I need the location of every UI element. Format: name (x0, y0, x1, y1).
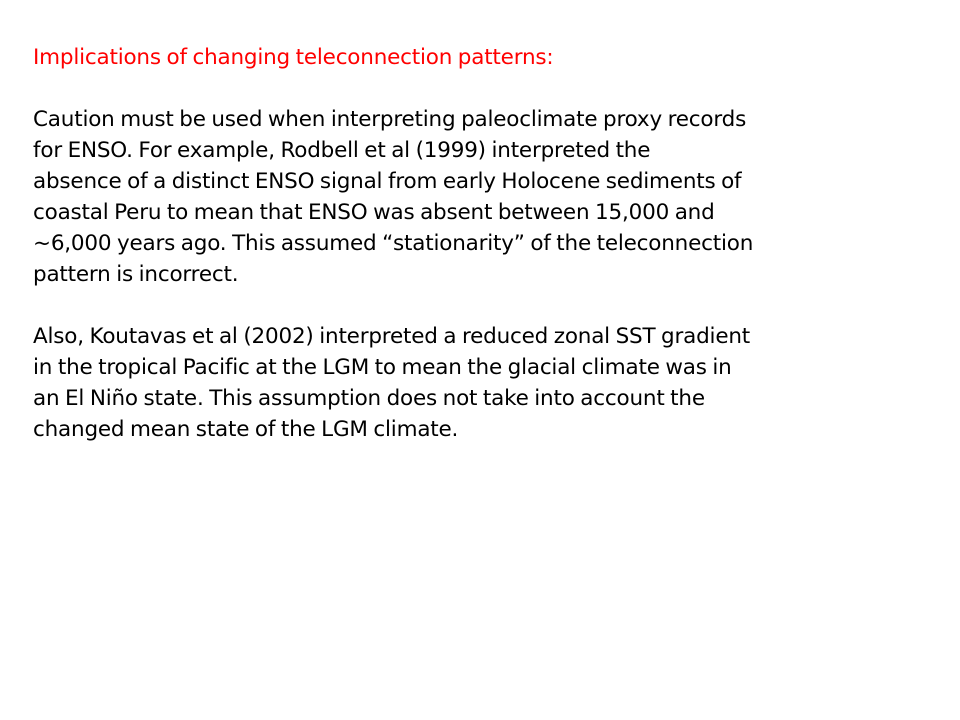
text-line: Also, Koutavas et al (2002) interpreted a reduced zonal SST gradient (33, 324, 751, 349)
text-line: pattern is incorrect. (33, 262, 239, 287)
text-line: for ENSO. For example, Rodbell et al (1999) interpreted the (33, 138, 651, 163)
text-line: coastal Peru to mean that ENSO was absent between 15,000 and (33, 200, 715, 225)
slide-heading: Implications of changing teleconnection patterns: (33, 45, 554, 70)
text-line: an El Niño state. This assumption does not take into account the (33, 386, 705, 411)
text-line: Caution must be used when interpreting paleoclimate proxy records (33, 107, 747, 132)
text-line: absence of a distinct ENSO signal from early Holocene sediments of (33, 169, 742, 194)
text-line: changed mean state of the LGM climate. (33, 417, 459, 442)
paragraph-lgm-mean-state (33, 321, 933, 445)
paragraph-stationarity-caution (33, 104, 933, 290)
text-line: ~6,000 years ago. This assumed “stationarity” of the teleconnection (33, 231, 754, 256)
slide-content (33, 42, 933, 445)
text-line: in the tropical Pacific at the LGM to mean the glacial climate was in (33, 355, 732, 380)
